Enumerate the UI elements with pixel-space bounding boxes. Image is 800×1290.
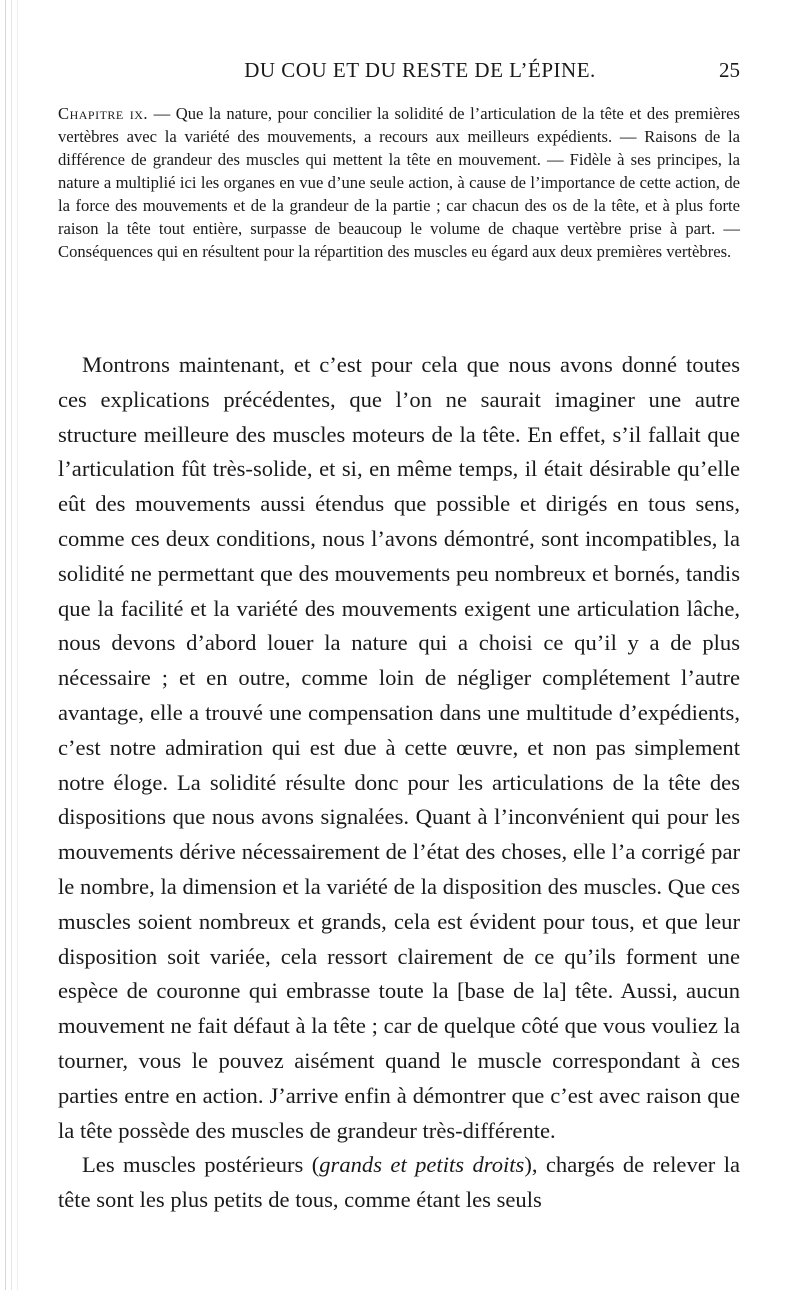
page-edge-line (5, 0, 6, 1290)
paragraph-text: Les muscles postérieurs ( (82, 1152, 320, 1178)
paragraph (58, 1148, 740, 1218)
page-header (100, 58, 740, 88)
italic-term: grands et petits droits (319, 1152, 525, 1178)
paragraph: Montrons maintenant, et c’est pour cela que nous avons donné toutes ces explications précédentes, que l’on ne saurait imaginer une autre structure meilleure des muscles moteurs de la tête. En effet, s’il fallait que l’articulation fût très-solide, et si, en même temps, il était désirable qu’elle eût des mouvements aussi étendus que possible et dirigés en tous sens, comme ces deux conditions, nous l’avons démontré, sont incompatibles, la solidité ne permettant que des mouvements peu nombreux et bornés, tandis que la facilité et la variété des mouvements exigent une articulation lâche, nous devons d’abord louer la nature qui a choisi ce qu’il y a de plus nécessaire ; et en outre, comme loin de négliger complétement l’autre avantage, elle a trouvé une compensation dans une multitude d’expédients, c’est notre admiration qui est due à cette œuvre, et non pas simplement notre éloge. La solidité résulte donc pour les articulations de la tête des dispositions que nous avons signalées. Quant à l’inconvénient qui pour les mouvements dérive nécessairement de l’état des choses, elle l’a corrigé par le nombre, la dimension et la variété de la disposition des muscles. Que ces muscles soient nombreux et grands, cela est évident pour tous, et que leur disposition soit variée, cela ressort clairement de ce qu’ils forment une espèce de couronne qui embrasse toute la [base de la] tête. Aussi, aucun mouvement ne fait défaut à la tête ; car de quelque côté que vous vouliez la tourner, vous le pouvez aisément quand le muscle correspondant à ces parties entre en action. J’arrive enfin à démontrer que c’est avec raison que la tête possède des muscles de grandeur très-différente. (58, 352, 740, 1143)
chapter-label: Chapitre ix. (58, 104, 149, 123)
main-text (58, 348, 740, 1218)
page-edge-line (17, 0, 18, 1290)
page-number: 25 (719, 58, 740, 82)
paragraph-text: ), chargés de relever la tête sont les plus petits de tous, comme étant les seuls (58, 1152, 740, 1213)
chapter-summary (58, 102, 740, 263)
running-title: DU COU ET DU RESTE DE L’ÉPINE. (244, 58, 596, 82)
page-edge-line (11, 0, 12, 1290)
chapter-summary-text: — Que la nature, pour concilier la solidité de l’articulation de la tête et des premières vertèbres avec la variété des mouvements, a recours aux meilleurs expédients. — Raisons de la différence de grandeur des muscles qui mettent la tête en mouvement. — Fidèle à ses principes, la nature a multiplié ici les organes en vue d’une seule action, à cause de l’importance de cette action, de la force des mouvements et de la grandeur de la partie ; car chacun des os de la tête, et à plus forte raison la tête tout entière, surpasse de beaucoup le volume de chaque vertèbre prise à part. — Conséquences qui en résultent pour la répartition des muscles eu égard aux deux premières vertèbres. (58, 104, 740, 261)
